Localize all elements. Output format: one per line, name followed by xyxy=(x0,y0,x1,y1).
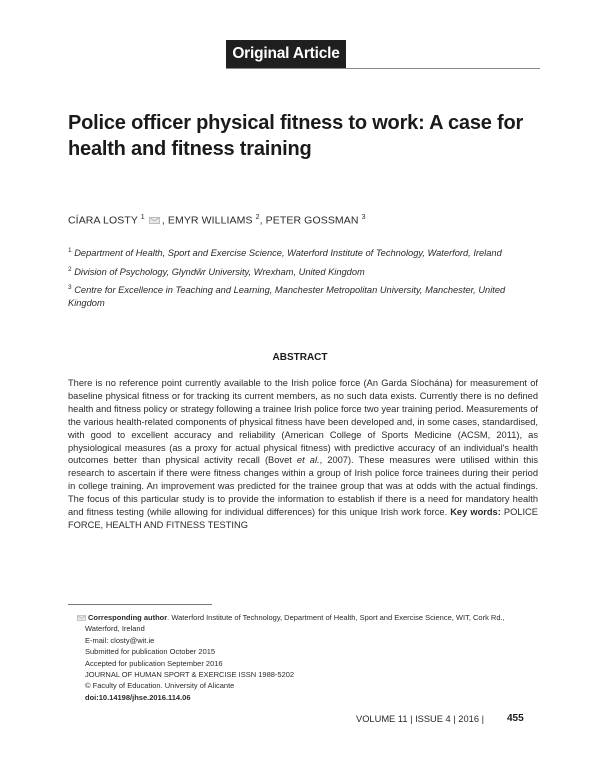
abstract-text-italic: et al. xyxy=(296,455,320,466)
author-email[interactable]: E-mail: closty@wit.ie xyxy=(85,635,155,645)
affiliation-item xyxy=(68,264,538,279)
abstract-text: , 2007). These measures were utilised within this research to ascertain if there were fitness changes within a group of Irish police force trainees during their period in college training. An improvement was predicted for the trainee group that was at odds with the actual findings. The focus of this particular study is to provide the information to establish if there is a need for mandatory health and fitness testing (while allowing for individual differences) for this unique Irish work force. xyxy=(68,455,539,518)
author-name: CÍARA LOSTY xyxy=(68,214,138,227)
mail-icon[interactable] xyxy=(149,217,160,224)
mail-icon[interactable] xyxy=(77,615,86,621)
author-affiliation-sup: 1 xyxy=(140,214,145,221)
author-name: , PETER GOSSMAN xyxy=(259,214,359,227)
footnote xyxy=(68,612,540,703)
keywords: POLICE FORCE, HEALTH AND FITNESS TESTING xyxy=(68,507,538,530)
author-name: , EMYR WILLIAMS xyxy=(161,214,253,227)
corresponding-author-label: Corresponding author xyxy=(88,613,168,622)
submission-date: Submitted for publication October 2015 xyxy=(85,647,216,657)
header-rule xyxy=(226,68,540,69)
journal-name: JOURNAL OF HUMAN SPORT & EXERCISE ISSN 1988-5202 xyxy=(85,670,295,680)
affiliation-text: Department of Health, Sport and Exercise Science, Waterford Institute of Technology, Waterford, Ireland xyxy=(74,248,502,259)
article-title: Police officer physical fitness to work: A case for health and fitness training xyxy=(68,112,524,160)
acceptance-date: Accepted for publication September 2016 xyxy=(85,658,223,668)
affiliation-text: Centre for Excellence in Teaching and Learning, Manchester Metropolitan University, Manchester, United Kingdom xyxy=(68,285,506,308)
page-number: 455 xyxy=(507,713,524,724)
keywords-label: Key words: xyxy=(450,507,501,518)
abstract-text: There is no reference point currently available to the Irish police force (An Garda Síochána) for measurement of baseline physical fitness or for tracking its current members, as no such data exists. Currently there is no defined health and fitness policy or strategy following a trainee Irish police force two year training period. Measurements of the various health-related components of physical fitness have been developed and, in some cases, standardised, with good to excellent accuracy and reliability (American College of Sports Medicine (ACSM, 2011), as physiological measures (as a proxy for actual physical fitness) with predictive accuracy of an individual's health outcomes better than physical activity recall (Bovet xyxy=(68,378,538,466)
footer-volume-info: VOLUME 11 | ISSUE 4 | 2016 | xyxy=(356,714,484,724)
affiliation-number: 2 xyxy=(68,265,72,273)
footnote-line xyxy=(68,612,540,623)
author-affiliation-sup: 2 xyxy=(255,214,260,221)
affiliation-number: 3 xyxy=(68,284,72,292)
author-list xyxy=(68,214,366,227)
author-affiliation-sup: 3 xyxy=(361,214,366,221)
affiliation-item xyxy=(68,282,538,309)
abstract-heading: ABSTRACT xyxy=(272,352,328,363)
footnote-rule xyxy=(68,604,212,605)
affiliation-item xyxy=(68,245,538,260)
affiliation-number: 1 xyxy=(68,247,72,254)
article-type-badge: Original Article xyxy=(226,40,346,68)
copyright-line: © Faculty of Education. University of Alicante xyxy=(85,681,235,691)
footnote-text: . Waterford Institute of Technology, Department of Health, Sport and Exercise Science, WIT, Cork Rd., xyxy=(167,613,505,622)
footnote-line: Waterford, Ireland xyxy=(85,624,145,634)
doi-link[interactable]: doi:10.14198/jhse.2016.114.06 xyxy=(85,692,191,702)
affiliation-text: Division of Psychology, Glyndŵr University, Wrexham, United Kingdom xyxy=(74,266,365,277)
abstract-body xyxy=(68,377,538,532)
affiliation-list xyxy=(68,245,538,313)
